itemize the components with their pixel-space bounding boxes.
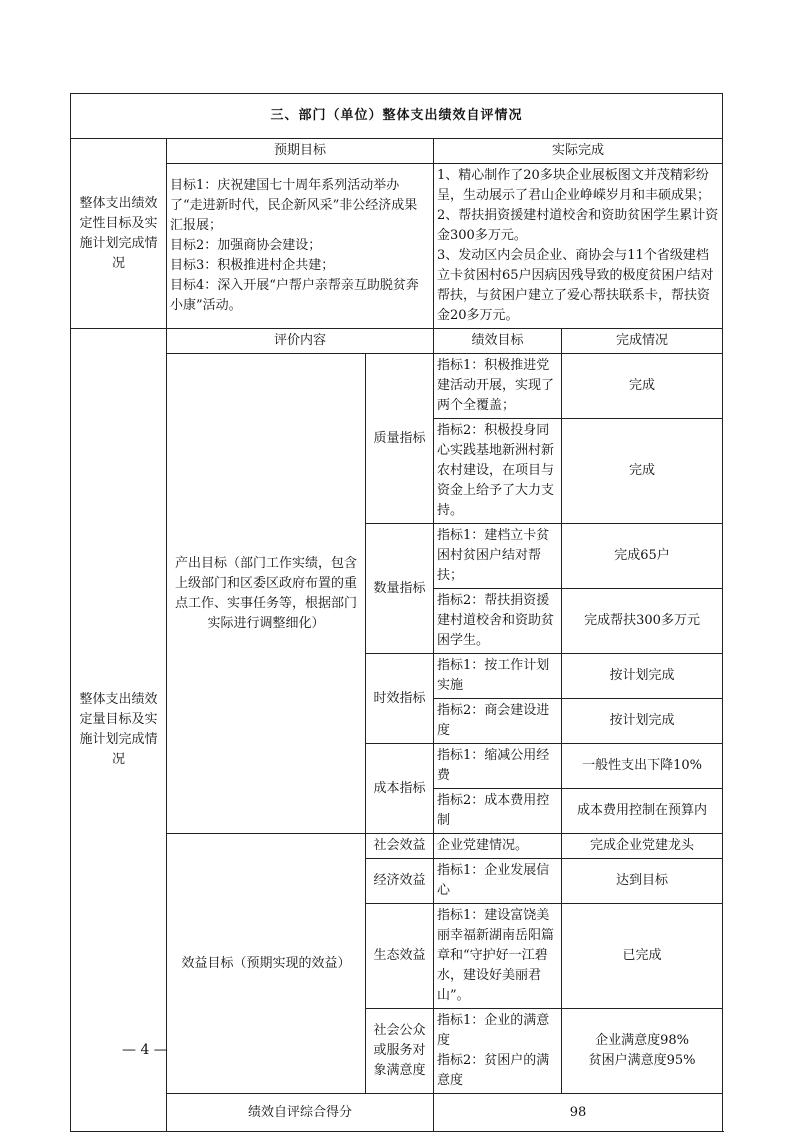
social-benefit-status: 完成企业党建龙头 bbox=[562, 834, 723, 859]
cost-indicator-label: 成本指标 bbox=[366, 744, 434, 834]
quantity-target-1: 指标1：建档立卡贫困村贫困户结对帮扶； bbox=[434, 524, 562, 589]
performance-table bbox=[70, 93, 723, 1132]
satisfaction-target-cell bbox=[434, 1009, 562, 1094]
satisfaction-target-2: 指标2：贫困户的满意度 bbox=[437, 1053, 550, 1088]
section-title: 三、部门（单位）整体支出绩效自评情况 bbox=[71, 94, 723, 139]
actual-completion-header: 实际完成 bbox=[434, 139, 723, 164]
quality-status-2: 完成 bbox=[562, 419, 723, 524]
cost-target-2: 指标2：成本费用控制 bbox=[434, 789, 562, 834]
satisfaction-status-1: 企业满意度98% bbox=[595, 1033, 689, 1048]
timeliness-target-1: 指标1：按工作计划实施 bbox=[434, 654, 562, 699]
cost-status-2: 成本费用控制在预算内 bbox=[562, 789, 723, 834]
social-benefit-label: 社会效益 bbox=[366, 834, 434, 859]
timeliness-target-2: 指标2：商会建设进度 bbox=[434, 699, 562, 744]
expected-goal-2: 目标2：加强商协会建设； bbox=[170, 238, 322, 253]
timeliness-indicator-label: 时效指标 bbox=[366, 654, 434, 744]
quantitative-row-label: 整体支出绩效定量目标及实施计划完成情况 bbox=[71, 329, 167, 1132]
economic-benefit-target: 指标1：企业发展信心 bbox=[434, 859, 562, 904]
expected-goal-header: 预期目标 bbox=[167, 139, 434, 164]
quality-target-1: 指标1：积极推进党建活动开展，实现了两个全覆盖； bbox=[434, 354, 562, 419]
timeliness-status-1: 按计划完成 bbox=[562, 654, 723, 699]
perf-target-header: 绩效目标 bbox=[434, 329, 562, 354]
eval-content-header: 评价内容 bbox=[167, 329, 434, 354]
economic-benefit-label: 经济效益 bbox=[366, 859, 434, 904]
score-value: 98 bbox=[434, 1094, 723, 1132]
ecological-benefit-target: 指标1：建设富饶美丽幸福新湖南岳阳篇章和“守护好一江碧水，建设好美丽君山”。 bbox=[434, 904, 562, 1009]
quality-status-1: 完成 bbox=[562, 354, 723, 419]
social-benefit-target: 企业党建情况。 bbox=[434, 834, 562, 859]
quantity-indicator-label: 数量指标 bbox=[366, 524, 434, 654]
benefit-goal-label: 效益目标（预期实现的效益） bbox=[167, 834, 366, 1094]
qualitative-row-label: 整体支出绩效定性目标及实施计划完成情况 bbox=[71, 139, 167, 329]
timeliness-status-2: 按计划完成 bbox=[562, 699, 723, 744]
satisfaction-label: 社会公众或服务对象满意度 bbox=[366, 1009, 434, 1094]
page-number: — 4 — bbox=[122, 1042, 168, 1058]
expected-goal-4: 目标4：深入开展“户帮户亲帮亲互助脱贫奔小康”活动。 bbox=[170, 278, 419, 313]
ecological-benefit-label: 生态效益 bbox=[366, 904, 434, 1009]
ecological-benefit-status: 已完成 bbox=[562, 904, 723, 1009]
output-goal-label: 产出目标（部门工作实绩，包含上级部门和区委区政府布置的重点工作、实事任务等，根据部门实际进行调整细化） bbox=[167, 354, 366, 834]
actual-completion-cell bbox=[434, 164, 723, 329]
satisfaction-target-1: 指标1：企业的满意度 bbox=[437, 1013, 550, 1048]
quantity-target-2: 指标2：帮扶捐资援建村道校舍和资助贫困学生。 bbox=[434, 589, 562, 654]
actual-item-2: 2、帮扶捐资援建村道校舍和资助贫困学生累计资金300多万元。 bbox=[437, 208, 719, 243]
quantity-status-1: 完成65户 bbox=[562, 524, 723, 589]
completion-status-header: 完成情况 bbox=[562, 329, 723, 354]
satisfaction-status-cell bbox=[562, 1009, 723, 1094]
satisfaction-status-2: 贫困户满意度95% bbox=[588, 1053, 696, 1068]
score-label: 绩效自评综合得分 bbox=[167, 1094, 434, 1132]
actual-item-3: 3、发动区内会员企业、商协会与11个省级建档立卡贫困村65户因病因残导致的极度贫困户结对帮扶，与贫困户建立了爱心帮扶联系卡，帮扶资金20多万元。 bbox=[437, 248, 714, 323]
quality-target-2: 指标2：积极投身同心实践基地新洲村新农村建设，在项目与资金上给予了大力支持。 bbox=[434, 419, 562, 524]
cost-status-1: 一般性支出下降10% bbox=[562, 744, 723, 789]
expected-goals-cell bbox=[167, 164, 434, 329]
economic-benefit-status: 达到目标 bbox=[562, 859, 723, 904]
expected-goal-1: 目标1：庆祝建国七十周年系列活动举办了“走进新时代，民企新风采”非公经济成果汇报展； bbox=[170, 178, 418, 233]
actual-item-1: 1、精心制作了20多块企业展板图文并茂精彩纷呈，生动展示了君山企业峥嵘岁月和丰硕成果； bbox=[437, 168, 711, 203]
quality-indicator-label: 质量指标 bbox=[366, 354, 434, 524]
cost-target-1: 指标1：缩减公用经费 bbox=[434, 744, 562, 789]
quantity-status-2: 完成帮扶300多万元 bbox=[562, 589, 723, 654]
expected-goal-3: 目标3：积极推进村企共建； bbox=[170, 258, 335, 273]
